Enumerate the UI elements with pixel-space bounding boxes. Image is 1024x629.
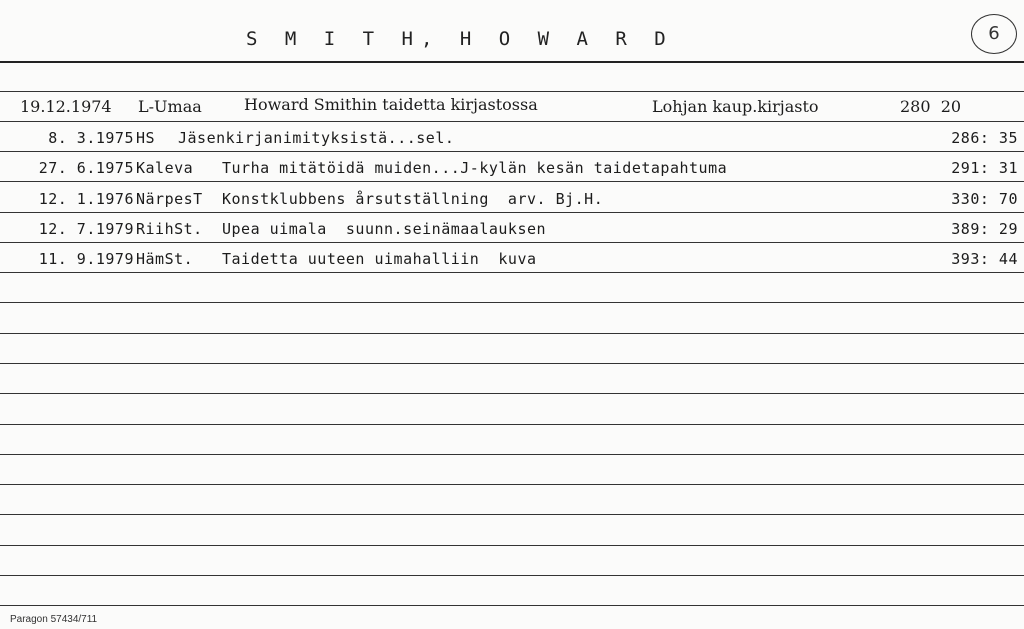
entry-title: Jäsenkirjanimityksistä...sel. xyxy=(178,129,455,147)
ruled-line xyxy=(0,545,1024,546)
ruled-line xyxy=(0,575,1024,576)
entry-title: Turha mitätöidä muiden...J-kylän kesän taidetapahtuma xyxy=(222,159,728,177)
entry-row xyxy=(0,242,1024,272)
entry-row xyxy=(0,212,1024,242)
entry-source: RiihSt. xyxy=(136,220,203,238)
entry-ref: 286: 35 xyxy=(951,129,1018,147)
entry-date: 8. 3.1975 xyxy=(48,129,134,147)
entry-row xyxy=(0,121,1024,151)
header-rule xyxy=(0,61,1024,63)
entry-ref: 330: 70 xyxy=(951,190,1018,208)
entry-date: 19.12.1974 xyxy=(20,97,112,116)
card-title: S M I T H, H O W A R D xyxy=(246,28,674,50)
entry-title: Taidetta uuteen uimahalliin kuva xyxy=(222,250,537,268)
ruled-line xyxy=(0,424,1024,425)
entry-title: Howard Smithin taidetta kirjastossa xyxy=(244,95,538,114)
entry-source: Kaleva xyxy=(136,159,194,177)
ruled-line xyxy=(0,272,1024,273)
entry-source: NärpesT xyxy=(136,190,203,208)
entry-source: L-Umaa xyxy=(138,97,202,116)
ruled-line xyxy=(0,484,1024,485)
ruled-line xyxy=(0,363,1024,364)
entry-date: 11. 9.1979 xyxy=(38,250,134,268)
ruled-line xyxy=(0,302,1024,303)
entry-title: Konstklubbens årsutställning arv. Bj.H. xyxy=(222,190,604,208)
entry-date: 12. 7.1979 xyxy=(38,220,134,238)
entry-source: HämSt. xyxy=(136,250,194,268)
card-footer: Paragon 57434/711 xyxy=(10,614,98,625)
card-number-circle: 6 xyxy=(971,14,1017,54)
entry-date: 27. 6.1975 xyxy=(38,159,134,177)
entry-ref: 291: 31 xyxy=(951,159,1018,177)
entry-date: 12. 1.1976 xyxy=(38,190,134,208)
ruled-line xyxy=(0,454,1024,455)
entry-ref: 280 20 xyxy=(900,97,962,116)
entry-row xyxy=(0,151,1024,181)
ruled-line xyxy=(0,514,1024,515)
entry-row xyxy=(0,90,1024,120)
entry-ref: 393: 44 xyxy=(951,250,1018,268)
entry-source: HS xyxy=(136,129,156,147)
entry-title: Upea uimala suunn.seinämaalauksen xyxy=(222,220,547,238)
ruled-line xyxy=(0,333,1024,334)
ruled-line xyxy=(0,393,1024,394)
entry-ref: 389: 29 xyxy=(951,220,1018,238)
entry-row xyxy=(0,182,1024,212)
ruled-line xyxy=(0,605,1024,606)
entry-extra: Lohjan kaup.kirjasto xyxy=(652,97,819,116)
